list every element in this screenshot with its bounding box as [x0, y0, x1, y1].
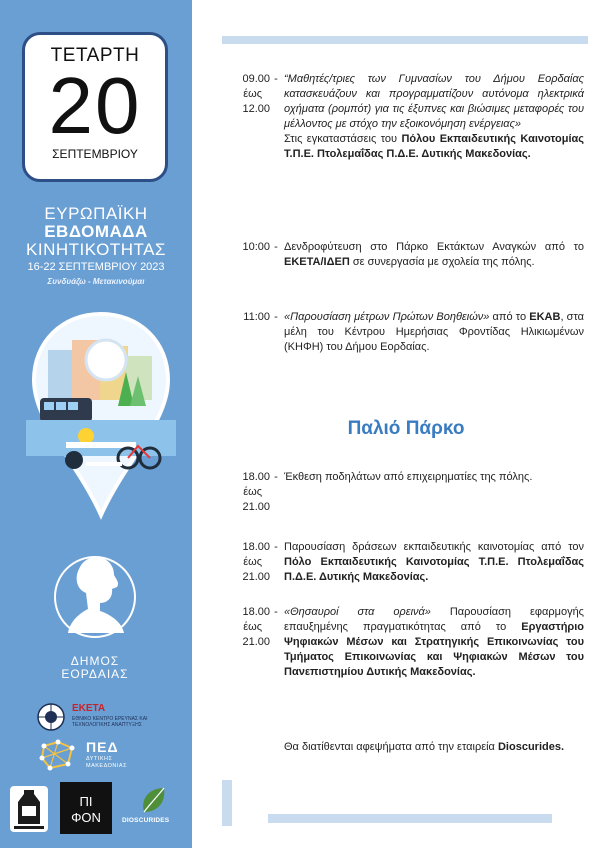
dash: -	[274, 73, 278, 85]
dash: -	[274, 311, 278, 323]
text-part: Παρουσίαση δράσεων εκπαιδευτικής καινοτομίας από τον	[284, 541, 584, 553]
item-description	[284, 310, 584, 355]
dash: -	[274, 241, 278, 253]
eketa-emblem-icon	[36, 702, 66, 732]
item-text: Έκθεση ποδηλάτων από επιχειρηματίες της πόλης.	[284, 471, 533, 483]
time-start: 11:00	[243, 311, 270, 323]
ped-sub-line1: ΔΥΤΙΚΗΣ	[86, 756, 113, 762]
item-text	[284, 605, 584, 680]
dash: -	[274, 606, 278, 618]
item-title: “Μαθητές/τριες των Γυμνασίων του Δήμου Εορδαίας κατασκευάζουν και προγραμματίζουν αυτόνομα ηλεκτρικά οχήματα (ρομπότ) για τις έξυπνες και βιώσιμες μεταφορές του μέλλοντος με στόχο την εξοικονόμηση ενέργειας»	[284, 73, 584, 130]
ped-sub-line2: ΜΑΚΕΔΟΝΙΑΣ	[86, 762, 127, 769]
organization-name: Πόλο Εκπαιδευτικής Καινοτομίας Τ.Π.Ε. Πτολεμαΐδας Π.Δ.Ε. Δυτικής Μακεδονίας.	[284, 556, 584, 583]
demos-line1: ΔΗΜΟΣ	[70, 654, 120, 668]
item-text	[284, 310, 584, 355]
item-description	[284, 72, 584, 162]
time-until: έως	[243, 621, 262, 633]
time-end: 21.00	[242, 501, 270, 513]
week-slogan: Συνδυάζω - Μετακινούμαι	[47, 277, 145, 286]
park-item-2	[222, 540, 590, 590]
text-part: Θα διατίθενται αφεψήματα από την εταιρεία	[284, 741, 498, 753]
time-range	[222, 72, 270, 117]
item-location	[284, 132, 584, 162]
section-title: Παλιό Πάρκο	[347, 418, 465, 439]
time-start: 18.00	[242, 471, 270, 483]
time-start: 10:00	[242, 241, 270, 253]
week-title-line3: ΚΙΝΗΤΙΚΟΤΗΤΑΣ	[26, 240, 166, 259]
eketa-subtitle: ΕΘΝΙΚΟ ΚΕΝΤΡΟ ΕΡΕΥΝΑΣ ΚΑΙ ΤΕΧΝΟΛΟΓΙΚΗΣ ΑΝΑΠΤΥΞΗΣ	[72, 716, 148, 728]
sponsor-logos	[8, 780, 188, 838]
schedule-item-3	[222, 310, 590, 374]
schedule-item-2	[222, 240, 590, 290]
demos-line2: ΕΟΡΔΑΙΑΣ	[61, 667, 129, 681]
dioscurides-logo-text: DIOSCURIDES	[122, 817, 170, 824]
company-name: Dioscurides.	[497, 741, 565, 753]
location-prefix: Στις εγκαταστάσεις του	[284, 133, 402, 145]
organization-name: ΕΚΕΤΑ/ΙΔΕΠ	[284, 256, 350, 268]
mobility-week-title	[0, 205, 192, 286]
sidebar	[0, 0, 192, 848]
date-month: ΣΕΠΤΕΜΒΡΙΟΥ	[52, 147, 138, 161]
eketa-name: ΕΚΕΤΑ	[72, 703, 106, 714]
text-part: Παρουσίαση εφαρμογής επαυξημένης πραγματικότητας από το	[284, 606, 584, 633]
time-until: έως	[243, 486, 262, 498]
location-name: Πόλου Εκπαιδευτικής Καινοτομίας Τ.Π.Ε. Πτολεμαΐδας Π.Δ.Ε. Δυτικής Μακεδονίας.	[284, 133, 585, 160]
park-item-3	[222, 605, 590, 705]
pirono-logo-icon	[60, 782, 112, 834]
footer-line	[284, 740, 584, 755]
text-part: από το	[489, 311, 530, 323]
item-description	[284, 240, 584, 270]
item-text	[284, 540, 584, 585]
item-title: «Παρουσίαση μέτρων Πρώτων Βοηθειών»	[284, 311, 490, 323]
location-pin-illustration	[26, 310, 176, 520]
bakery-logo-icon	[8, 784, 50, 834]
organization-name: ΕΚΑΒ	[529, 311, 561, 323]
item-description	[284, 605, 584, 680]
footer-text	[284, 740, 584, 755]
bottom-bar	[268, 814, 552, 823]
text-part: , στα μέλη του Κέντρου Ημερήσιας Φροντίδας Ηλικιωμένων (ΚΗΦΗ) του Δήμου Εορδαίας.	[284, 311, 585, 353]
demos-eordaias-logo	[40, 545, 150, 681]
time-until: έως	[243, 556, 262, 568]
park-item-1	[222, 470, 590, 520]
week-dates: 16-22 ΣΕΠΤΕΜΒΡΙΟΥ 2023	[27, 261, 165, 273]
ped-name: ΠΕΔ	[86, 739, 119, 755]
date-day: ΤΕΤΑΡΤΗ	[50, 45, 140, 66]
svg-text:ΠΙ: ΠΙ	[79, 794, 93, 809]
date-box	[22, 32, 168, 182]
week-title-line1: ΕΥΡΩΠΑΪΚΗ	[44, 204, 148, 223]
time-start: 18.00	[242, 606, 270, 618]
time-range	[222, 470, 270, 515]
time-range	[222, 240, 270, 255]
item-text	[284, 240, 584, 270]
ptolemy-bust-icon	[40, 545, 150, 650]
dioscurides-leaf-icon	[120, 782, 184, 818]
schedule-item-1	[222, 72, 590, 207]
ped-subtitle	[86, 756, 127, 769]
date-number: 20	[48, 61, 142, 150]
dash: -	[274, 471, 278, 483]
text-part: σε συνεργασία με σχολεία της πόλης.	[349, 256, 535, 268]
time-until: έως	[243, 88, 262, 100]
time-end: 12.00	[242, 103, 270, 115]
week-title-line2: ΕΒΔΟΜΑΔΑ	[44, 222, 148, 241]
ped-network-icon	[38, 738, 78, 772]
item-description	[284, 540, 584, 585]
eketa-logo	[34, 700, 184, 734]
time-end: 21.00	[242, 636, 270, 648]
item-title: «Θησαυροί στα ορεινά»	[284, 606, 431, 618]
time-range	[222, 605, 270, 650]
time-start: 18.00	[242, 541, 270, 553]
time-start: 09.00	[242, 73, 270, 85]
item-description	[284, 470, 584, 485]
time-range	[222, 540, 270, 585]
organization-name: Εργαστήριο Ψηφιακών Μέσων και Στρατηγικής Επικοινωνίας του Τμήματος Επικοινωνίας και Ψηφιακών Μέσων του Πανεπιστημίου Δυτικής Μακεδονίας.	[284, 621, 584, 678]
dash: -	[274, 541, 278, 553]
time-range	[222, 310, 270, 325]
ped-logo	[34, 738, 184, 774]
top-bar	[222, 36, 588, 44]
svg-text:ΦΟΝ: ΦΟΝ	[71, 810, 101, 825]
footer-note	[222, 740, 590, 774]
time-end: 21.00	[242, 571, 270, 583]
bottom-left-bar	[222, 780, 232, 826]
text-part: Δενδροφύτευση στο Πάρκο Εκτάκτων Αναγκών από το	[284, 241, 584, 253]
